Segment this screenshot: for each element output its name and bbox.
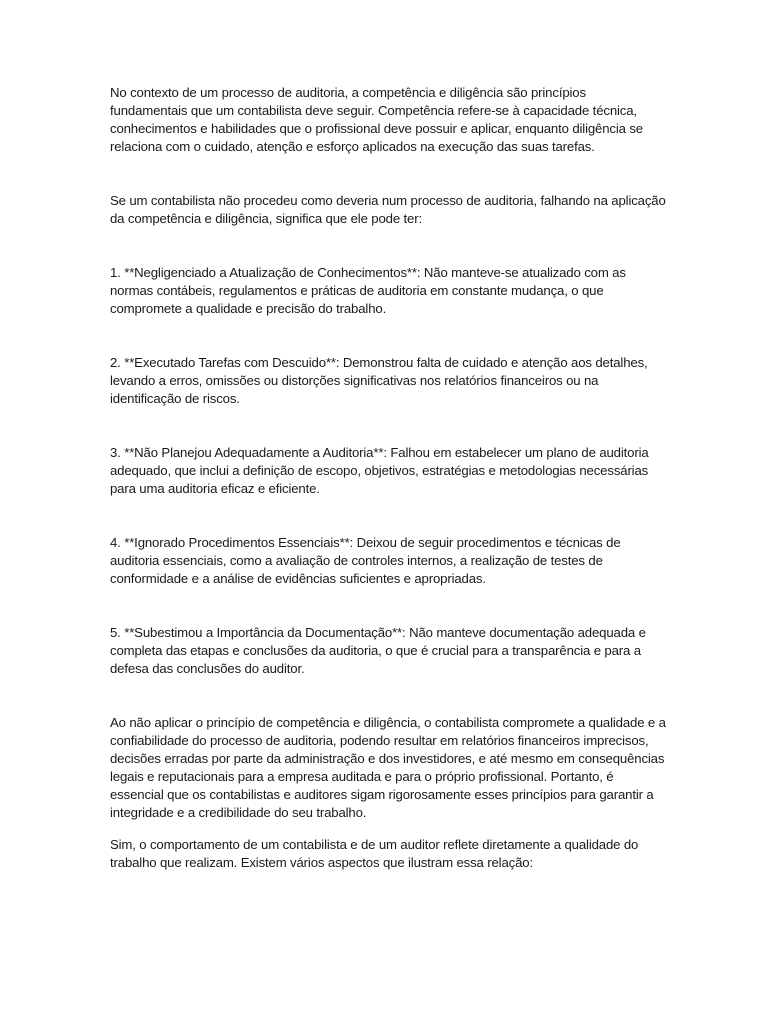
list-item-5: 5. **Subestimou a Importância da Documentação**: Não manteve documentação adequada e completa das etapas e conclusões da auditoria, o que é crucial para a transparência e para a defesa das conclusões do auditor. bbox=[110, 625, 646, 676]
list-item-2: 2. **Executado Tarefas com Descuido**: Demonstrou falta de cuidado e atenção aos detalhes, levando a erros, omissões ou distorções significativas nos relatórios financeiros ou na identificação de riscos. bbox=[110, 355, 648, 406]
list-item-3: 3. **Não Planejou Adequadamente a Auditoria**: Falhou em estabelecer um plano de auditoria adequado, que inclui a definição de escopo, objetivos, estratégias e metodologias necessárias para uma auditoria eficaz e eficiente. bbox=[110, 445, 649, 496]
document-page bbox=[110, 84, 666, 872]
list-item-1: 1. **Negligenciado a Atualização de Conhecimentos**: Não manteve-se atualizado com as normas contábeis, regulamentos e práticas de auditoria em constante mudança, o que compromete a qualidade e precisão do trabalho. bbox=[110, 265, 626, 316]
list-item-4: 4. **Ignorado Procedimentos Essenciais**: Deixou de seguir procedimentos e técnicas de auditoria essenciais, como a avaliação de controles internos, a realização de testes de conformidade e a análise de evidências suficientes e apropriadas. bbox=[110, 535, 621, 586]
closing-paragraph: Sim, o comportamento de um contabilista e de um auditor reflete diretamente a qualidade do trabalho que realizam. Existem vários aspectos que ilustram essa relação: bbox=[110, 837, 639, 870]
conclusion-paragraph: Ao não aplicar o princípio de competência e diligência, o contabilista compromete a qualidade e a confiabilidade do processo de auditoria, podendo resultar em relatórios financeiros imprecisos, decisões erradas por parte da administração e dos investidores, e até mesmo em consequências legais e reputacionais para a empresa auditada e para o próprio profissional. Portanto, é essencial que os contabilistas e auditores sigam rigorosamente esses princípios para garantir a integridade e a credibilidade do seu trabalho. bbox=[110, 715, 666, 820]
intro-paragraph: No contexto de um processo de auditoria, a competência e diligência são princípios fundamentais que um contabilista deve seguir. Competência refere-se à capacidade técnica, conhecimentos e habilidades que o profissional deve possuir e aplicar, enquanto diligência se relaciona com o cuidado, atenção e esforço aplicados na execução das suas tarefas. bbox=[110, 85, 643, 154]
context-paragraph: Se um contabilista não procedeu como deveria num processo de auditoria, falhando na aplicação da competência e diligência, significa que ele pode ter: bbox=[110, 193, 666, 226]
